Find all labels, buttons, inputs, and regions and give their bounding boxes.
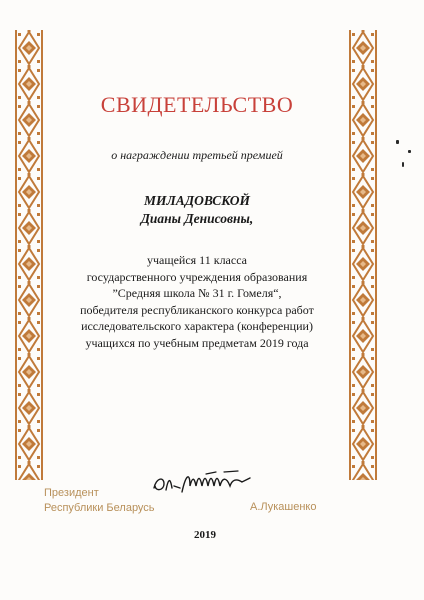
certificate-body: [60, 252, 334, 352]
right-ornamental-border-icon: [348, 30, 378, 480]
signer-title: [44, 486, 155, 516]
signer-title-line: Президент: [44, 487, 99, 499]
award-subtitle: о награждении третьей премией: [111, 148, 283, 162]
body-line: учащихся по учебным предметам 2019 года: [85, 335, 309, 350]
scan-speck: [396, 140, 399, 144]
body-line: ”Средняя школа № 31 г. Гомеля“,: [112, 286, 282, 301]
body-line: победителя республиканского конкурса работ: [80, 302, 314, 317]
certificate-title: СВИДЕТЕЛЬСТВО: [100, 92, 294, 117]
scan-speck: [408, 150, 411, 153]
body-line: государственного учреждения образования: [86, 269, 308, 284]
handwritten-signature-icon: [146, 466, 266, 498]
recipient-name: Дианы Денисовны,: [140, 211, 254, 226]
left-ornamental-border-icon: [14, 30, 44, 480]
body-line: исследовательского характера (конференции): [81, 319, 313, 334]
body-line: учащейся 11 класса: [146, 253, 248, 267]
signer-title-line: Республики Беларусь: [44, 502, 155, 514]
certificate-year: 2019: [194, 529, 216, 541]
scan-speck: [402, 162, 404, 167]
signer-name: А.Лукашенко: [250, 501, 317, 513]
recipient-surname: МИЛАДОВСКОЙ: [143, 193, 251, 208]
